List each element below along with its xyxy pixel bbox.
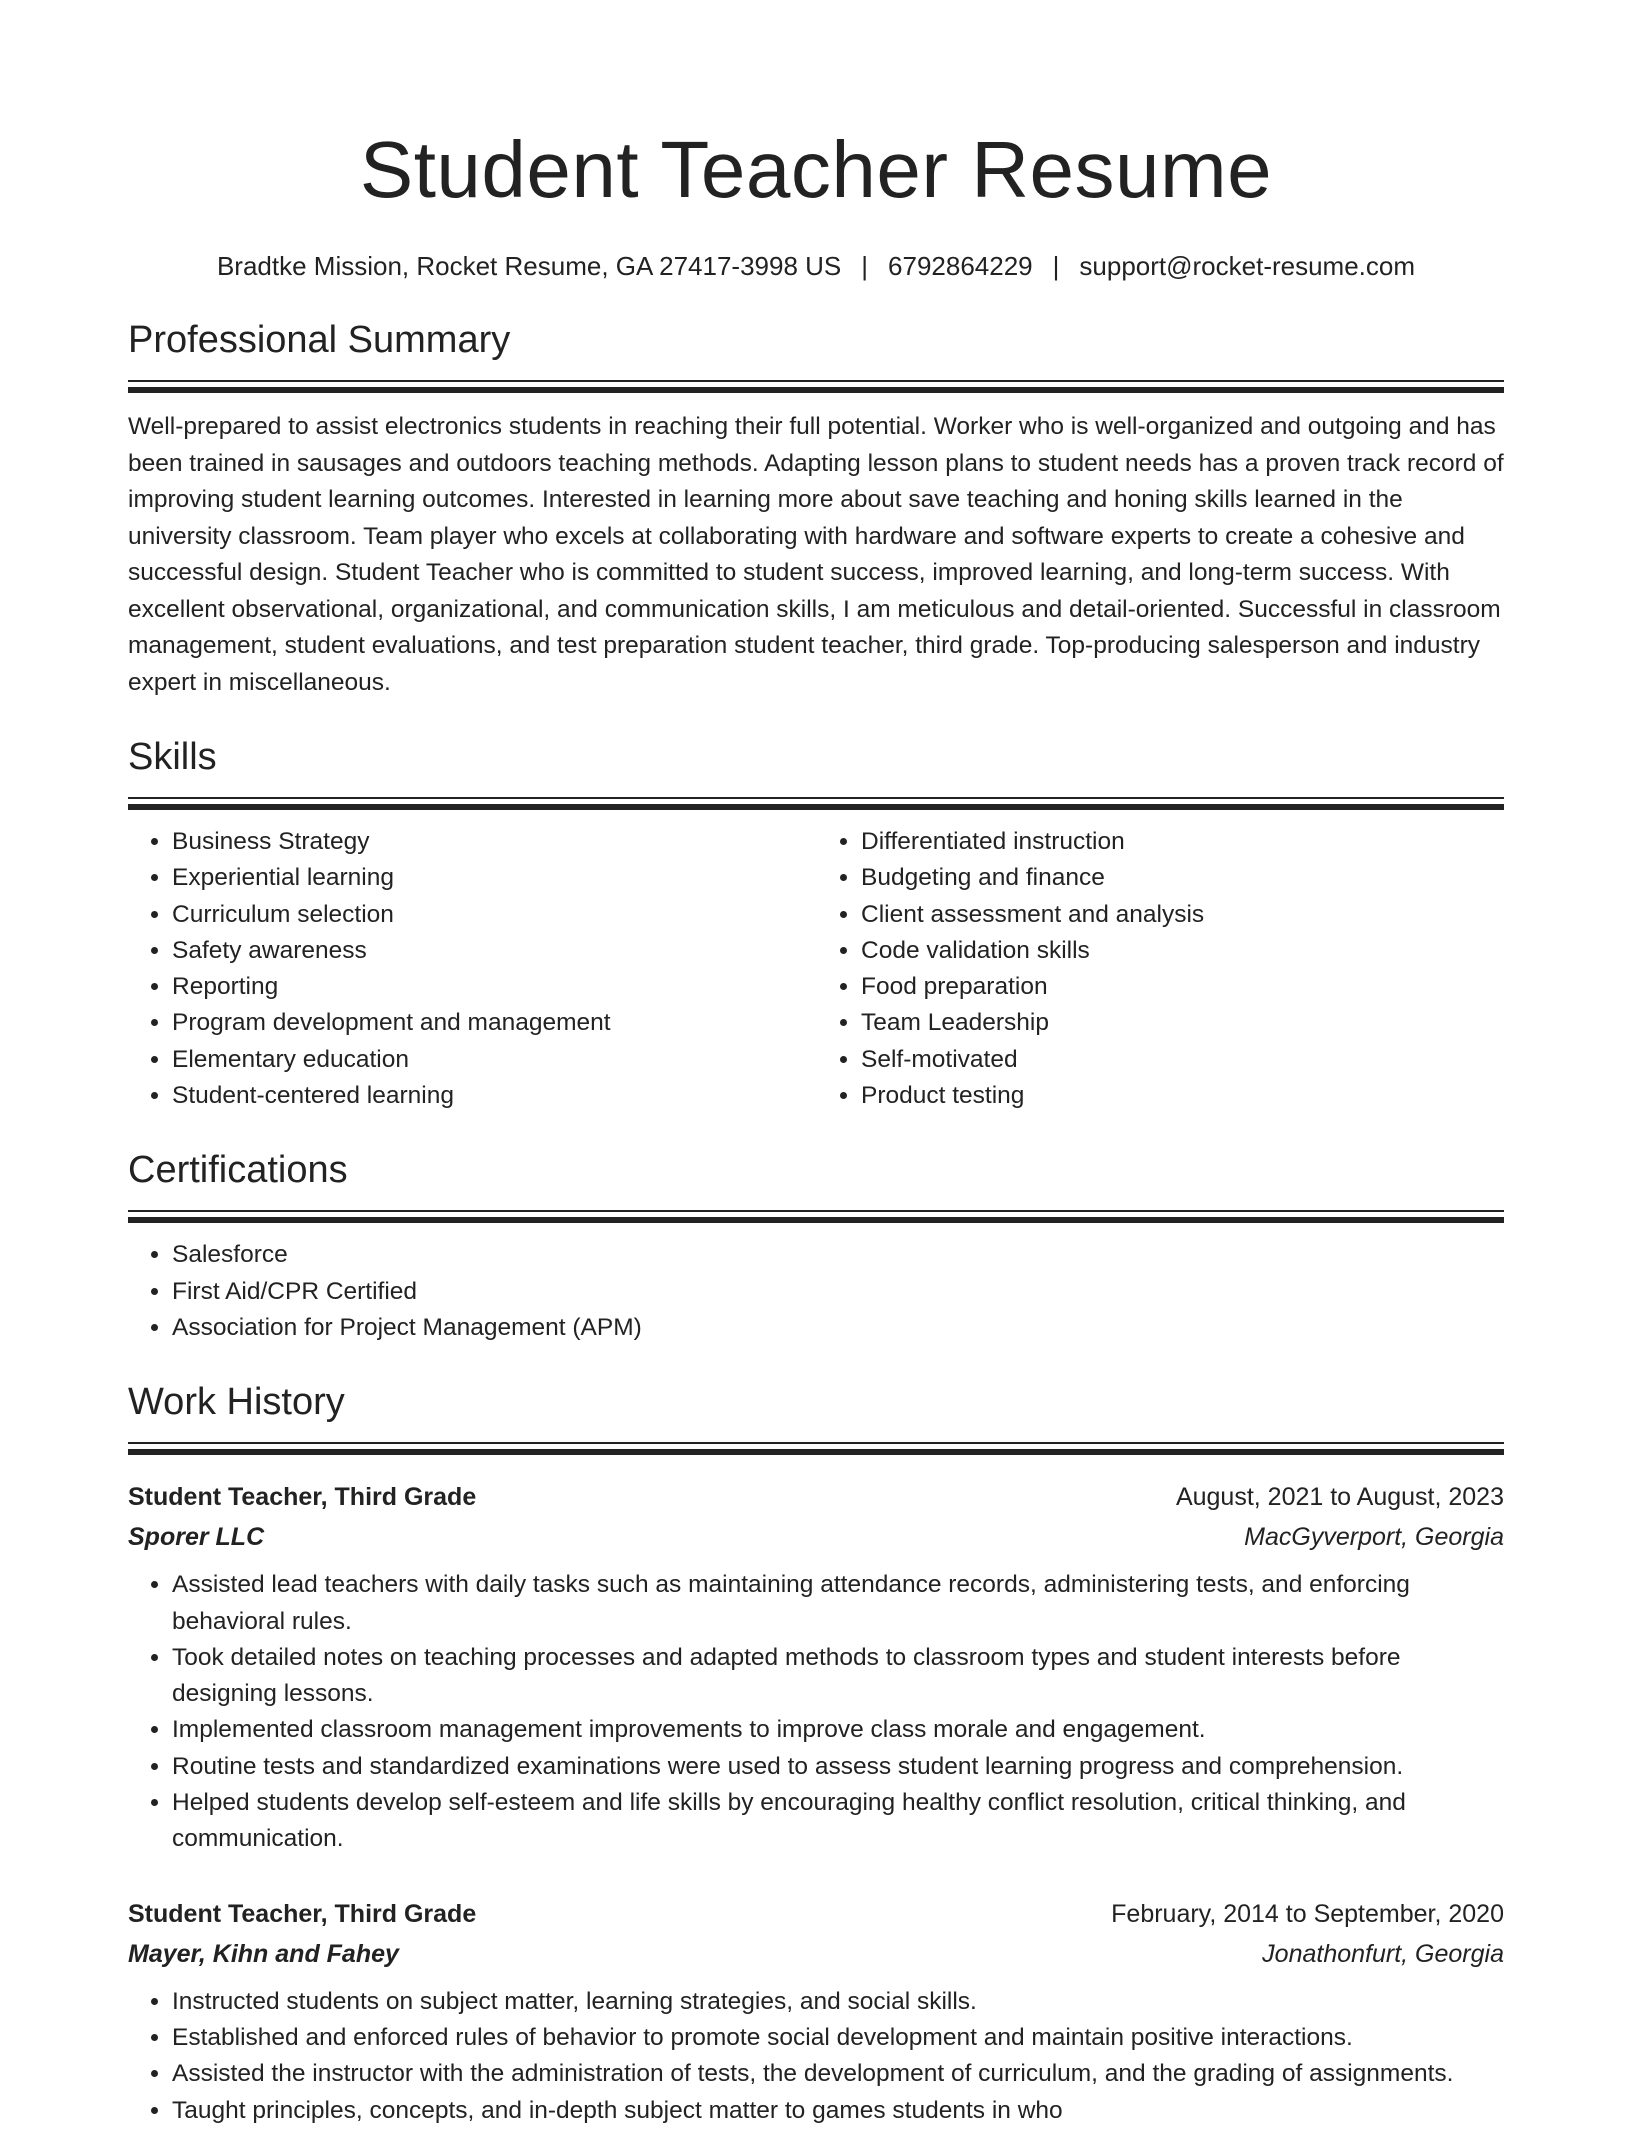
skills-section (128, 731, 1504, 1114)
certification-item: • Salesforce (172, 1237, 1504, 1273)
summary-section (128, 314, 1504, 701)
job-title: Student Teacher, Third Grade (128, 1899, 477, 1928)
job-subheader (128, 1934, 1504, 1974)
certifications-heading: Certifications (128, 1149, 348, 1192)
section-divider (128, 797, 1504, 799)
job-bullets (128, 1984, 1504, 2129)
summary-text: Well-prepared to assist electronics students in reaching their full potential. Worker who is well-organized and outgoing and has been trained in sausages and outdoors teaching methods. Adapting lesson plans to student needs has a proven track record of improving student learning outcomes. Interested in learning more about save teaching and honing skills learned in the university classroom. Team player who excels at collaborating with hardware and software experts to create a cohesive and successful design. Student Teacher who is committed to student success, improved learning, and long-term success. With excellent observational, organizational, and communication skills, I am meticulous and detail-oriented. Successful in classroom management, student evaluations, and test preparation student teacher, third grade. Top-producing salesperson and industry expert in miscellaneous. (128, 413, 1504, 696)
skill-item: • Budgeting and finance (861, 860, 1504, 896)
job-bullets (128, 1567, 1504, 1857)
skills-heading: Skills (128, 736, 217, 778)
section-divider (128, 380, 1504, 382)
skill-item: • Program development and management (172, 1005, 815, 1041)
job-bullet: • Implemented classroom management improvements to improve class morale and engagement. (172, 1712, 1504, 1748)
section-divider-thick (128, 1217, 1504, 1223)
skill-item: • Self-motivated (861, 1042, 1504, 1078)
contact-separator: | (861, 251, 869, 281)
section-divider-thick (128, 1449, 1504, 1455)
contact-separator: | (1052, 251, 1060, 281)
job-bullet: • Established and enforced rules of behavior to promote social development and maintain positive interactions. (172, 2020, 1504, 2056)
skill-item: • Code validation skills (861, 933, 1504, 969)
contact-address: Bradtke Mission, Rocket Resume, GA 27417-3998 US (216, 251, 842, 281)
job-entry (128, 1477, 1504, 1857)
certifications-list (128, 1237, 1504, 1346)
skill-item: • Differentiated instruction (861, 824, 1504, 860)
skills-list-left (128, 824, 815, 1114)
skill-item: • Curriculum selection (172, 897, 815, 933)
skill-item: • Team Leadership (861, 1005, 1504, 1041)
certification-item: • First Aid/CPR Certified (172, 1274, 1504, 1310)
job-header (128, 1894, 1504, 1934)
job-dates: February, 2014 to September, 2020 (1111, 1899, 1504, 1928)
summary-heading: Professional Summary (128, 319, 511, 361)
job-bullet: • Assisted lead teachers with daily tasks such as maintaining attendance records, administering tests, and enforcing behavioral rules. (172, 1567, 1504, 1640)
skills-columns (128, 810, 1504, 1114)
work-history-section (128, 1376, 1504, 2129)
skill-item: • Safety awareness (172, 933, 815, 969)
contact-line (128, 248, 1504, 284)
job-bullet: • Helped students develop self-esteem and life skills by encouraging healthy conflict resolution, critical thinking, and communication. (172, 1785, 1504, 1858)
job-company: Sporer LLC (128, 1523, 265, 1552)
contact-email[interactable]: support@rocket-resume.com (1079, 251, 1416, 281)
work-history-heading: Work History (128, 1381, 345, 1424)
job-entry (128, 1894, 1504, 2129)
contact-phone: 6792864229 (888, 251, 1033, 281)
skill-item: • Business Strategy (172, 824, 815, 860)
skill-item: • Product testing (861, 1078, 1504, 1114)
section-divider (128, 1210, 1504, 1212)
job-bullet: • Assisted the instructor with the administration of tests, the development of curriculum, and the grading of assignments. (172, 2056, 1504, 2092)
job-bullet: • Taught principles, concepts, and in-depth subject matter to games students in who (172, 2093, 1504, 2129)
job-subheader (128, 1517, 1504, 1557)
skill-item: • Reporting (172, 969, 815, 1005)
job-dates: August, 2021 to August, 2023 (1175, 1483, 1504, 1512)
job-location: Jonathonfurt, Georgia (1262, 1939, 1504, 1968)
job-company: Mayer, Kihn and Fahey (128, 1939, 399, 1968)
certifications-section (128, 1144, 1504, 1346)
certification-item: • Association for Project Management (APM) (172, 1310, 1504, 1346)
job-header (128, 1477, 1504, 1517)
job-bullet: • Routine tests and standardized examinations were used to assess student learning progress and comprehension. (172, 1749, 1504, 1785)
skill-item: • Food preparation (861, 969, 1504, 1005)
skill-item: • Elementary education (172, 1042, 815, 1078)
section-divider (128, 1442, 1504, 1444)
skill-item: • Client assessment and analysis (861, 897, 1504, 933)
section-divider-thick (128, 387, 1504, 393)
skill-item: • Experiential learning (172, 860, 815, 896)
job-location: MacGyverport, Georgia (1244, 1523, 1504, 1552)
skills-list-right (815, 824, 1504, 1114)
job-bullet: • Instructed students on subject matter, learning strategies, and social skills. (172, 1984, 1504, 2020)
skill-item: • Student-centered learning (172, 1078, 815, 1114)
resume-title: Student Teacher Resume (359, 125, 1273, 214)
job-title: Student Teacher, Third Grade (128, 1483, 477, 1512)
job-bullet: • Took detailed notes on teaching processes and adapted methods to classroom types and student interests before designing lessons. (172, 1640, 1504, 1713)
